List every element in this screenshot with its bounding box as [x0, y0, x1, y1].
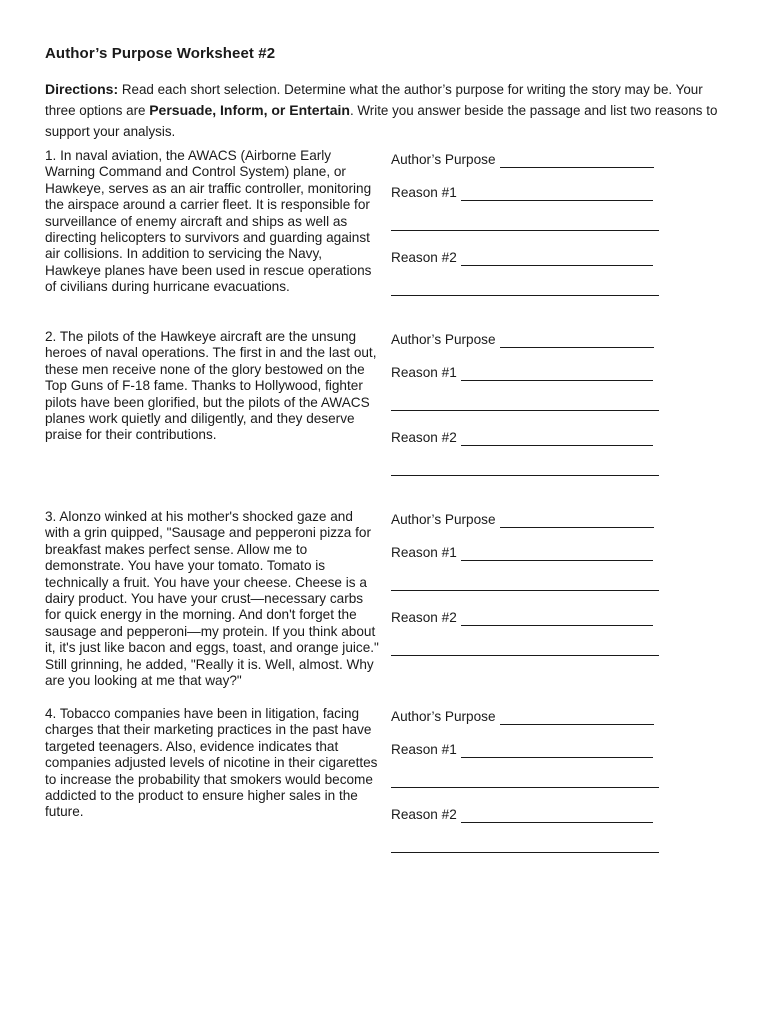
reason-2-answer-line[interactable]	[461, 808, 653, 823]
purpose-label: Author’s Purpose	[391, 709, 496, 724]
reason-2-label: Reason #2	[391, 610, 457, 625]
reason-2-continuation-line[interactable]	[391, 655, 659, 656]
purpose-row	[391, 707, 654, 725]
reason-1-continuation-line[interactable]	[391, 787, 659, 788]
reason-1-row	[391, 740, 653, 758]
reason-1-answer-line[interactable]	[461, 366, 653, 381]
passage-1: 1. In naval aviation, the AWACS (Airborne Early Warning Command and Control System) plane, or Hawkeye, serves as an air traffic controller, monitoring the airspace around a carrier fleet. It is responsible for surveillance of enemy aircraft and ships as well as directing helicopters to survivors and guarding against air collisions. In addition to servicing the Navy, Hawkeye planes have been used in rescue operations of civilians during hurricane evacuations.	[45, 148, 372, 295]
directions-text-1: Read each short selection. Determine what the author’s purpose for writing the story may be. Your three options are	[45, 82, 703, 118]
worksheet-title: Author’s Purpose Worksheet #2	[45, 45, 276, 62]
purpose-answer-line[interactable]	[500, 710, 654, 725]
purpose-answer-line[interactable]	[500, 513, 654, 528]
reason-1-label: Reason #1	[391, 365, 457, 380]
reason-2-continuation-line[interactable]	[391, 852, 659, 853]
purpose-label: Author’s Purpose	[391, 152, 496, 167]
reason-1-label: Reason #1	[391, 742, 457, 757]
reason-1-answer-line[interactable]	[461, 186, 653, 201]
reason-2-row	[391, 248, 653, 266]
passage-3: 3. Alonzo winked at his mother's shocked gaze and with a grin quipped, "Sausage and pepperoni pizza for breakfast makes perfect sense. Allow me to demonstrate. You have your tomato. Tomato is technically a fruit. You have your cheese. Cheese is a dairy product. You have your crust—necessary carbs for quick energy in the morning. And don't forget the sausage and pepperoni—my protein. If you think about it, it's just like bacon and eggs, toast, and orange juice." Still grinning, he added, "Really it is. Well, almost. Why are you looking at me that way?"	[45, 509, 379, 689]
reason-1-row	[391, 363, 653, 381]
purpose-label: Author’s Purpose	[391, 332, 496, 347]
purpose-answer-line[interactable]	[500, 153, 654, 168]
reason-1-row	[391, 543, 653, 561]
directions-options: Persuade, Inform, or Entertain	[149, 102, 350, 118]
purpose-row	[391, 330, 654, 348]
directions-text-2: . Write you answer beside the passage and list two reasons to support your analysis.	[45, 103, 718, 139]
reason-2-continuation-line[interactable]	[391, 475, 659, 476]
purpose-answer-line[interactable]	[500, 333, 654, 348]
reason-2-answer-line[interactable]	[461, 431, 653, 446]
reason-2-row	[391, 428, 653, 446]
reason-2-label: Reason #2	[391, 250, 457, 265]
reason-1-label: Reason #1	[391, 185, 457, 200]
reason-2-row	[391, 608, 653, 626]
reason-2-continuation-line[interactable]	[391, 295, 659, 296]
reason-2-label: Reason #2	[391, 430, 457, 445]
directions-lead: Directions:	[45, 81, 119, 97]
reason-1-continuation-line[interactable]	[391, 590, 659, 591]
reason-1-continuation-line[interactable]	[391, 230, 659, 231]
purpose-row	[391, 150, 654, 168]
reason-1-answer-line[interactable]	[461, 546, 653, 561]
reason-2-row	[391, 805, 653, 823]
directions	[45, 79, 735, 142]
reason-1-answer-line[interactable]	[461, 743, 653, 758]
purpose-row	[391, 510, 654, 528]
passage-4: 4. Tobacco companies have been in litigation, facing charges that their marketing practices in the past have targeted teenagers. Also, evidence indicates that companies adjusted levels of nicotine in their cigarettes to increase the probability that smokers would become addicted to the product to ensure higher sales in the future.	[45, 706, 378, 820]
passage-2: 2. The pilots of the Hawkeye aircraft are the unsung heroes of naval operations. The first in and the last out, these men receive none of the glory bestowed on the Top Guns of F-18 fame. Thanks to Hollywood, fighter pilots have been glorified, but the pilots of the AWACS planes work quietly and diligently, and they deserve praise for their contributions.	[45, 329, 377, 443]
reason-2-answer-line[interactable]	[461, 251, 653, 266]
reason-2-answer-line[interactable]	[461, 611, 653, 626]
purpose-label: Author’s Purpose	[391, 512, 496, 527]
reason-2-label: Reason #2	[391, 807, 457, 822]
reason-1-row	[391, 183, 653, 201]
reason-1-label: Reason #1	[391, 545, 457, 560]
reason-1-continuation-line[interactable]	[391, 410, 659, 411]
